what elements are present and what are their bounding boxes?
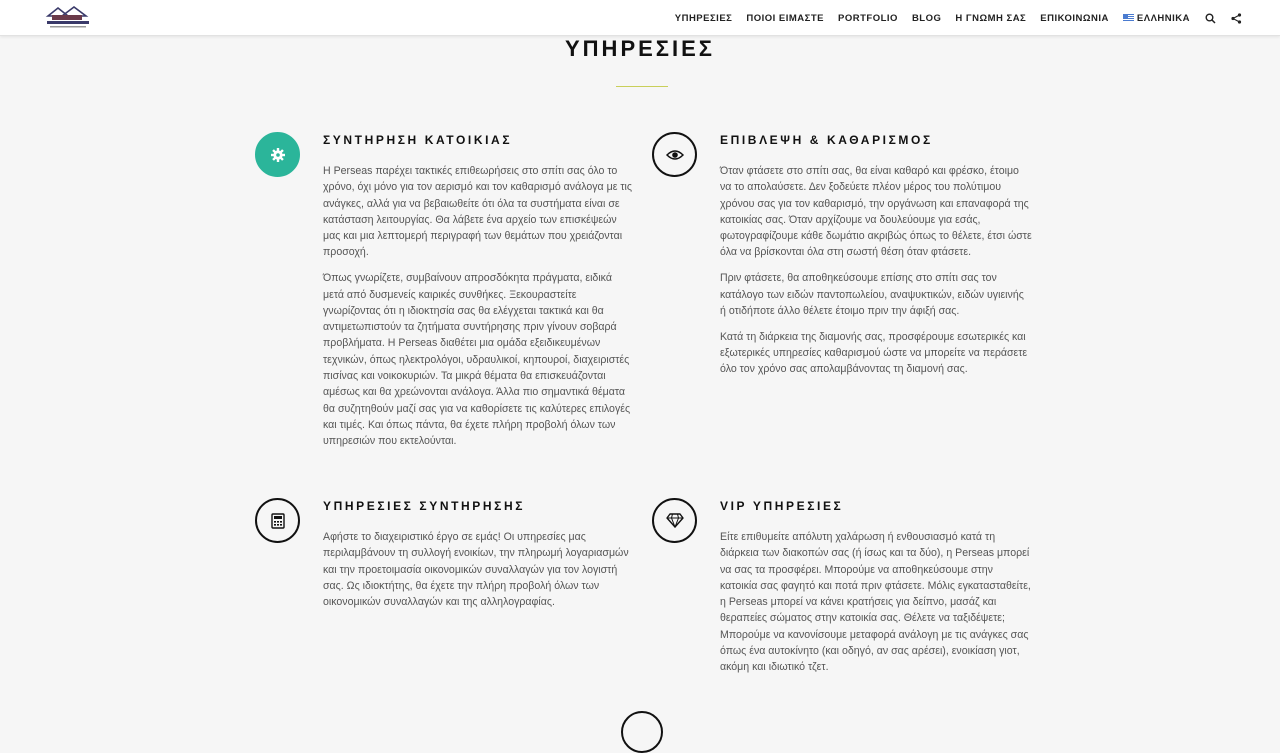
service-body-management xyxy=(323,529,635,620)
gear-icon xyxy=(255,132,300,177)
language-selector[interactable] xyxy=(1123,13,1190,24)
service-paragraph: Η Perseas παρέχει τακτικές επιθεωρήσεις στο σπίτι σας όλο το χρόνο, όχι μόνο για τον αερισμό και τον καθαρισμό ανάλογα με τις ανάγκες, αλλά για να βεβαιωθείτε ότι όλα τα συστήματα είναι σε κατάσταση λειτουργίας. Θα λάβετε ένα αρχείο των επισκέψεών μας και μια λεπτομερή περιγραφή των θεμάτων που χρειάζονται προσοχή. xyxy=(323,165,633,259)
greek-flag-icon xyxy=(1123,14,1134,22)
nav-item-services[interactable]: ΥΠΗΡΕΣΙΕΣ xyxy=(674,12,733,24)
service-paragraph: Όταν φτάσετε στο σπίτι σας, θα είναι καθαρό και φρέσκο, έτοιμο να το απολαύσετε. Δεν ξοδεύετε πλέον μέρος του πολύτιμου χρόνου σας για τον καθαρισμό, την οργάνωση και επαναφορά της κατοικίας σας. Όταν αρχίζουμε να δουλεύουμε για εσάς, φωτογραφίζουμε κάθε δωμάτιο ακριβώς όπως το θέλετε, έτσι ώστε όλα να βρίσκονται όλα στη σωστή θέση όταν φτάσετε. xyxy=(720,165,1032,259)
service-paragraph: Είτε επιθυμείτε απόλυτη χαλάρωση ή ενθουσιασμό κατά τη διάρκεια των διακοπών σας (ή ίσως και τα δύο), η Perseas μπορεί να σας τα προσφέρει. Μπορούμε να αποθηκεύσουμε στην κατοικία σας φαγητό και ποτά πριν φτάσετε. Μόλις εγκατασταθείτε, η Perseas μπορεί να κάνει κρατήσεις για δείπνο, μασάζ και θεραπείες σώματος στην κατοικία σας. Θέλετε να ταξιδέψετε; Μπορούμε να κανονίσουμε μεταφορά ανάλογη με τις ανάγκες σας όπως ένα αυτοκίνητο (και οδηγό, αν σας αρέσει), ενοικίαση γιοτ, ακόμη και ιδιωτικό τζετ. xyxy=(720,531,1031,674)
nav-item-contact[interactable]: ΕΠΙΚΟΙΝΩΝΙΑ xyxy=(1040,12,1109,24)
service-body-vip xyxy=(720,529,1032,685)
nav-item-about[interactable]: ΠΟΙΟΙ ΕΙΜΑΣΤΕ xyxy=(746,12,825,24)
nav-item-reviews[interactable]: Η ΓΝΩΜΗ ΣΑΣ xyxy=(955,12,1027,24)
service-title-maintenance: ΣΥΝΤΗΡΗΣΗ ΚΑΤΟΙΚΙΑΣ xyxy=(323,133,513,147)
service-paragraph: Κατά τη διάρκεια της διαμονής σας, προσφέρουμε εσωτερικές και εξωτερικές υπηρεσίες καθαρισμού ώστε να μπορείτε να περάσετε όλο τον χρόνο σας απολαμβάνοντας τη διαμονή σας. xyxy=(720,330,1028,376)
company-logo[interactable] xyxy=(44,5,92,31)
page-title: ΥΠΗΡΕΣΙΕΣ xyxy=(565,36,715,61)
next-section-icon xyxy=(621,711,663,753)
service-paragraph: Πριν φτάσετε, θα αποθηκεύσουμε επίσης στο σπίτι σας τον κατάλογο των ειδών παντοπωλείου, αναψυκτικών, ειδών υγιεινής ή οτιδήποτε άλλο θέλετε έτοιμο πριν την άφιξή σας. xyxy=(720,272,1024,317)
calculator-icon xyxy=(255,498,300,543)
nav-item-blog[interactable]: BLOG xyxy=(911,12,942,24)
service-title-vip: VIP ΥΠΗΡΕΣΙΕΣ xyxy=(720,499,844,513)
eye-icon xyxy=(652,132,697,177)
service-body-maintenance xyxy=(323,163,635,459)
main-nav xyxy=(661,0,1242,36)
diamond-icon xyxy=(652,498,697,543)
language-label: ΕΛΛΗΝΙΚΑ xyxy=(1136,12,1190,24)
service-title-management: ΥΠΗΡΕΣΙΕΣ ΣΥΝΤΗΡΗΣΗΣ xyxy=(323,499,526,513)
service-title-supervision: ΕΠΙΒΛΕΨΗ & ΚΑΘΑΡΙΣΜΟΣ xyxy=(720,133,933,147)
service-body-supervision xyxy=(720,163,1032,387)
search-icon[interactable] xyxy=(1204,12,1216,24)
service-paragraph: Όπως γνωρίζετε, συμβαίνουν απροσδόκητα πράγματα, ειδικά μετά από δυσμενείς καιρικές συνθήκες. Ξεκουραστείτε γνωρίζοντας ότι η ιδιοκτησία σας θα ελέγχεται τακτικά και θα αντιμετωπιστούν τα ζητήματα συντήρησης πριν γίνουν σοβαρά προβλήματα. Η Perseas διαθέτει μια ομάδα εξειδικευμένων τεχνικών, όπως ηλεκτρολόγοι, υδραυλικοί, κηπουροί, διαχειριστές πισίνας και νοικοκυριών. Τα μικρά θέματα θα επισκευάζονται αμέσως και θα χρεώνονται ανάλογα. Άλλα πιο σημαντικά θέματα θα συζητηθούν μαζί σας για να καθορίσετε τις καλύτερες επιλογές και τιμές. Και όπως πάντα, θα έχετε πλήρη προβολή όλων των υπηρεσιών που εκτελούνται. xyxy=(323,272,631,448)
site-header xyxy=(0,0,1280,36)
share-icon[interactable] xyxy=(1230,12,1242,24)
service-paragraph: Αφήστε το διαχειριστικό έργο σε εμάς! Οι υπηρεσίες μας περιλαμβάνουν τη συλλογή ενοικίων, την πληρωμή λογαριασμών και την προετοιμασία οικονομικών συναλλαγών για τον λογιστή σας. Ως ιδιοκτήτης, θα έχετε την πλήρη προβολή όλων των οικονομικών συναλλαγών και της αλληλογραφίας. xyxy=(323,531,629,609)
nav-item-portfolio[interactable]: PORTFOLIO xyxy=(838,12,898,24)
title-divider xyxy=(616,86,668,87)
